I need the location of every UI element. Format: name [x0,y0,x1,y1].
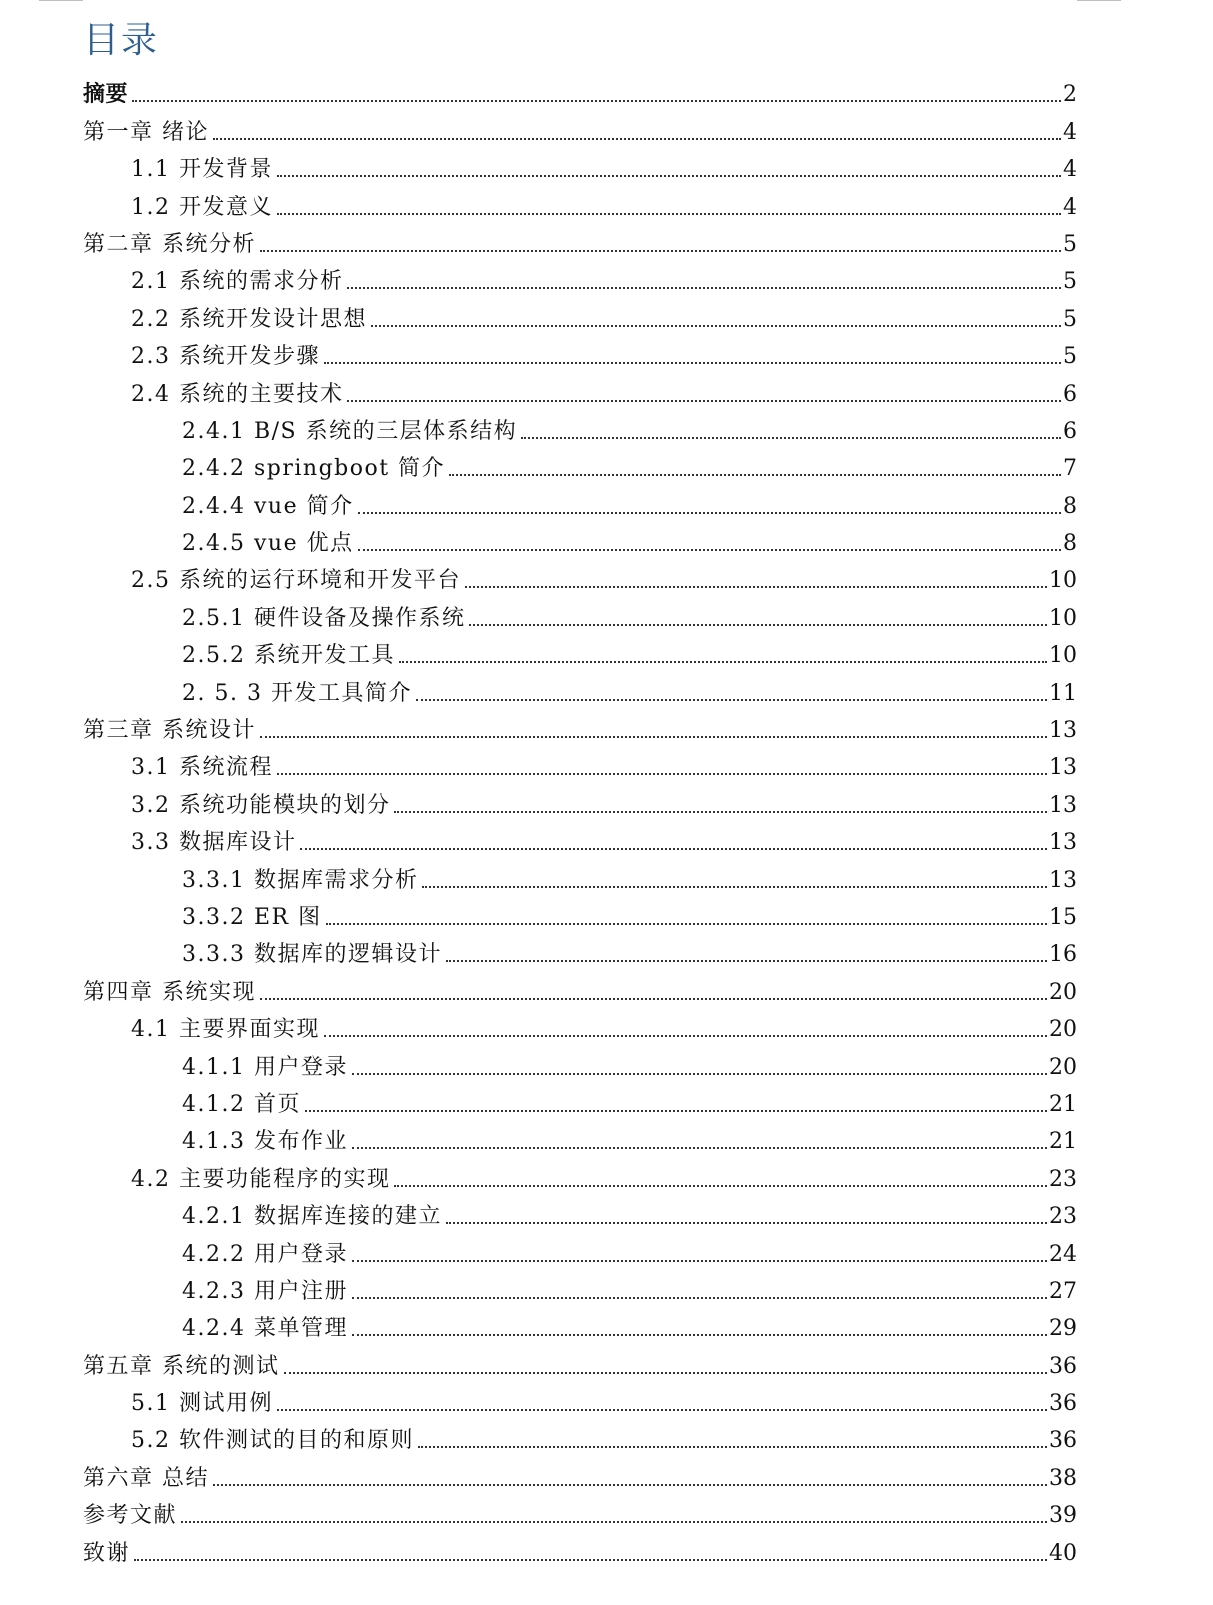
toc-dot-leader [469,624,1047,626]
toc-dot-leader [134,1559,1047,1561]
toc-entry[interactable] [0,77,1213,114]
toc-entry-label: 2. 5. 3 开发工具简介 [182,680,412,706]
toc-entry-label: 第三章 系统设计 [83,718,256,744]
toc-entry-label: 5.1 测试用例 [131,1391,273,1417]
toc-entry-page-number: 36 [1049,1428,1077,1454]
toc-dot-leader [446,960,1047,962]
toc-entry[interactable] [0,1535,1213,1572]
toc-entry-page-number: 7 [1063,456,1077,482]
toc-entry[interactable] [0,114,1213,151]
toc-entry-page-number: 21 [1049,1129,1077,1155]
toc-dot-leader [277,213,1061,215]
toc-entry-label: 5.2 软件测试的目的和原则 [131,1428,414,1454]
toc-entry[interactable] [0,1199,1213,1236]
toc-entry[interactable] [0,301,1213,338]
toc-entry-page-number: 5 [1063,306,1077,332]
toc-entry-label: 4.2 主要功能程序的实现 [131,1166,391,1192]
toc-dot-leader [260,736,1047,738]
toc-entry-page-number: 13 [1049,867,1077,893]
toc-dot-leader [449,474,1061,476]
toc-dot-leader [132,100,1061,102]
toc-entry[interactable] [0,376,1213,413]
crop-mark-left [39,0,83,1]
toc-entry-page-number: 5 [1063,231,1077,257]
toc-entry-label: 4.2.3 用户注册 [182,1278,348,1304]
toc-entry-label: 第四章 系统实现 [83,979,256,1005]
toc-entry[interactable] [0,563,1213,600]
toc-dot-leader [352,1147,1047,1149]
toc-entry-page-number: 36 [1049,1353,1077,1379]
toc-dot-leader [181,1521,1047,1523]
toc-entry-label: 参考文献 [83,1503,178,1529]
toc-entry[interactable] [0,526,1213,563]
toc-entry-page-number: 15 [1049,904,1077,930]
toc-dot-leader [352,1073,1047,1075]
toc-entry-page-number: 20 [1049,1054,1077,1080]
toc-entry-label: 2.5.2 系统开发工具 [182,643,395,669]
toc-entry-label: 3.3.3 数据库的逻辑设计 [182,942,442,968]
toc-entry-label: 第五章 系统的测试 [83,1353,280,1379]
toc-entry-page-number: 8 [1063,493,1077,519]
toc-entry-label: 1.1 开发背景 [131,157,273,183]
toc-dot-leader [358,549,1061,551]
toc-entry[interactable] [0,1124,1213,1161]
toc-entry[interactable] [0,1236,1213,1273]
toc-dot-leader [305,1110,1047,1112]
toc-dot-leader [347,287,1061,289]
toc-entry[interactable] [0,900,1213,937]
toc-entry-label: 3.1 系统流程 [131,755,273,781]
toc-entry-page-number: 13 [1049,718,1077,744]
toc-entry-page-number: 21 [1049,1091,1077,1117]
toc-dot-leader [277,175,1061,177]
toc-entry-page-number: 4 [1063,157,1077,183]
toc-entry-label: 摘要 [83,82,129,108]
toc-entry-label: 第六章 总结 [83,1465,209,1491]
toc-entry[interactable] [0,787,1213,824]
toc-dot-leader [446,1222,1047,1224]
toc-dot-leader [326,923,1047,925]
toc-entry-label: 第二章 系统分析 [83,231,256,257]
toc-dot-leader [521,437,1061,439]
toc-entry-page-number: 13 [1049,755,1077,781]
toc-entry-page-number: 39 [1049,1503,1077,1529]
toc-entry[interactable] [0,974,1213,1011]
toc-entry-label: 4.1.3 发布作业 [182,1129,348,1155]
toc-entry-label: 4.2.1 数据库连接的建立 [182,1204,442,1230]
toc-entry[interactable] [0,1423,1213,1460]
toc-entry-page-number: 38 [1049,1465,1077,1491]
toc-entry-page-number: 27 [1049,1278,1077,1304]
toc-entry-label: 2.4 系统的主要技术 [131,381,344,407]
toc-dot-leader [394,1185,1047,1187]
table-of-contents [0,77,1213,1573]
toc-entry[interactable] [0,1274,1213,1311]
crop-mark-right [1077,0,1121,1]
toc-entry-page-number: 13 [1049,830,1077,856]
toc-entry-page-number: 5 [1063,269,1077,295]
toc-entry-label: 2.4.2 springboot 简介 [182,456,446,482]
toc-dot-leader [324,1035,1047,1037]
toc-entry[interactable] [0,937,1213,974]
toc-entry-label: 2.4.5 vue 优点 [182,531,354,557]
toc-entry-label: 2.1 系统的需求分析 [131,269,344,295]
toc-entry-page-number: 20 [1049,979,1077,1005]
toc-dot-leader [260,998,1047,1000]
toc-entry[interactable] [0,825,1213,862]
toc-entry-label: 2.4.1 B/S 系统的三层体系结构 [182,418,518,444]
toc-entry[interactable] [0,227,1213,264]
toc-dot-leader [347,400,1061,402]
toc-entry-label: 第一章 绪论 [83,119,209,145]
toc-dot-leader [260,250,1061,252]
toc-entry-page-number: 4 [1063,194,1077,220]
toc-dot-leader [418,1446,1047,1448]
toc-dot-leader [422,886,1047,888]
toc-entry[interactable] [0,1161,1213,1198]
toc-entry[interactable] [0,1311,1213,1348]
toc-entry[interactable] [0,675,1213,712]
toc-entry-page-number: 40 [1049,1540,1077,1566]
toc-dot-leader [284,1372,1048,1374]
toc-entry[interactable] [0,713,1213,750]
toc-entry-page-number: 11 [1049,680,1077,706]
toc-entry[interactable] [0,451,1213,488]
toc-entry[interactable] [0,189,1213,226]
toc-dot-leader [352,1334,1047,1336]
toc-entry-label: 2.5.1 硬件设备及操作系统 [182,605,466,631]
toc-entry-label: 致谢 [83,1540,131,1566]
toc-entry-page-number: 13 [1049,792,1077,818]
toc-entry-page-number: 16 [1049,942,1077,968]
toc-dot-leader [213,1484,1047,1486]
toc-entry-page-number: 10 [1049,605,1077,631]
toc-entry-page-number: 24 [1049,1241,1077,1267]
toc-entry-label: 4.1.1 用户登录 [182,1054,348,1080]
toc-entry[interactable] [0,264,1213,301]
toc-entry[interactable] [0,488,1213,525]
toc-entry[interactable] [0,1386,1213,1423]
toc-entry-page-number: 8 [1063,531,1077,557]
toc-entry[interactable] [0,152,1213,189]
toc-dot-leader [358,512,1061,514]
toc-entry[interactable] [0,600,1213,637]
toc-entry[interactable] [0,1012,1213,1049]
toc-entry-label: 4.2.2 用户登录 [182,1241,348,1267]
toc-dot-leader [277,773,1047,775]
toc-entry-label: 2.5 系统的运行环境和开发平台 [131,568,461,594]
toc-entry[interactable] [0,1460,1213,1497]
toc-entry-label: 3.2 系统功能模块的划分 [131,792,391,818]
toc-dot-leader [352,1260,1047,1262]
toc-entry-label: 2.2 系统开发设计思想 [131,306,367,332]
toc-entry-page-number: 5 [1063,344,1077,370]
toc-entry-page-number: 4 [1063,119,1077,145]
toc-entry[interactable] [0,1498,1213,1535]
toc-entry-label: 1.2 开发意义 [131,194,273,220]
toc-dot-leader [324,362,1061,364]
toc-dot-leader [213,138,1061,140]
toc-entry-label: 3.3.2 ER 图 [182,904,322,930]
toc-entry-label: 2.4.4 vue 简介 [182,493,354,519]
toc-dot-leader [277,1409,1047,1411]
toc-entry[interactable] [0,638,1213,675]
toc-dot-leader [416,699,1047,701]
toc-entry-page-number: 10 [1049,568,1077,594]
toc-entry-label: 3.3.1 数据库需求分析 [182,867,419,893]
toc-entry[interactable] [0,414,1213,451]
toc-entry-page-number: 6 [1063,418,1077,444]
toc-dot-leader [371,325,1061,327]
toc-entry-label: 4.2.4 菜单管理 [182,1316,348,1342]
toc-entry-page-number: 36 [1049,1391,1077,1417]
toc-dot-leader [300,848,1047,850]
toc-entry[interactable] [0,1087,1213,1124]
toc-entry-label: 3.3 数据库设计 [131,830,297,856]
toc-dot-leader [465,586,1047,588]
toc-entry[interactable] [0,339,1213,376]
toc-dot-leader [352,1297,1047,1299]
toc-entry[interactable] [0,862,1213,899]
toc-dot-leader [399,661,1047,663]
toc-entry-label: 4.1.2 首页 [182,1091,301,1117]
toc-title: 目录 [83,20,160,61]
toc-entry-page-number: 23 [1049,1166,1077,1192]
toc-entry-page-number: 23 [1049,1204,1077,1230]
toc-entry[interactable] [0,1049,1213,1086]
toc-entry[interactable] [0,750,1213,787]
toc-dot-leader [394,811,1047,813]
toc-entry-page-number: 20 [1049,1017,1077,1043]
toc-entry-page-number: 2 [1063,82,1077,108]
toc-entry-label: 2.3 系统开发步骤 [131,344,320,370]
toc-entry-page-number: 6 [1063,381,1077,407]
toc-entry-label: 4.1 主要界面实现 [131,1017,320,1043]
toc-entry-page-number: 29 [1049,1316,1077,1342]
toc-entry-page-number: 10 [1049,643,1077,669]
toc-entry[interactable] [0,1348,1213,1385]
